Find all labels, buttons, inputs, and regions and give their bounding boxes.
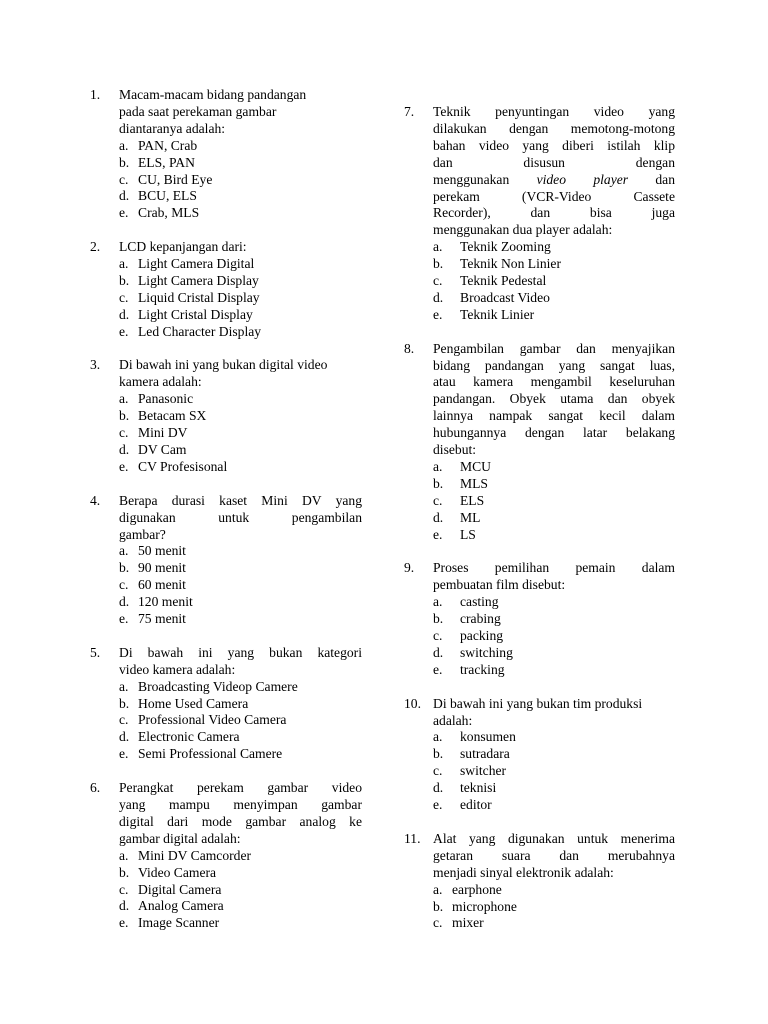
answer-option-c[interactable] bbox=[433, 628, 675, 645]
answer-option-b[interactable] bbox=[119, 560, 362, 577]
option-text: earphone bbox=[452, 881, 502, 897]
option-letter: e. bbox=[119, 205, 129, 221]
question-line: Pengambilan gambar dan menyajikan bbox=[433, 340, 675, 356]
right-column bbox=[404, 104, 675, 949]
option-letter: c. bbox=[433, 763, 443, 779]
question-line: diantaranya adalah: bbox=[119, 120, 226, 136]
option-text: 90 menit bbox=[138, 560, 186, 576]
option-letter: a. bbox=[119, 543, 129, 559]
answer-option-e[interactable] bbox=[119, 459, 362, 476]
option-letter: c. bbox=[119, 425, 129, 441]
option-text: DV Cam bbox=[138, 442, 187, 457]
answer-option-c[interactable] bbox=[119, 712, 362, 729]
answer-option-d[interactable] bbox=[433, 290, 675, 307]
question-1 bbox=[90, 87, 362, 222]
option-letter: d. bbox=[433, 780, 444, 796]
question-line: Di bawah ini yang bukan kategori bbox=[119, 644, 362, 660]
question-line: perekam (VCR-Video Cassete bbox=[433, 188, 675, 204]
answer-options bbox=[433, 882, 675, 933]
option-letter: c. bbox=[119, 171, 129, 187]
option-text: switching bbox=[460, 644, 513, 660]
answer-option-e[interactable] bbox=[433, 307, 675, 324]
answer-option-a[interactable] bbox=[119, 138, 362, 155]
option-letter: e. bbox=[119, 323, 129, 339]
answer-option-d[interactable] bbox=[119, 188, 362, 205]
option-text: Mini DV Camcorder bbox=[138, 847, 252, 863]
answer-options bbox=[119, 256, 362, 341]
question-line: disebut: bbox=[433, 442, 477, 458]
option-text: Digital Camera bbox=[138, 881, 222, 897]
option-text: sutradara bbox=[460, 746, 510, 762]
option-text: MCU bbox=[460, 459, 491, 475]
option-letter: a. bbox=[119, 256, 129, 272]
question-number: 10. bbox=[404, 695, 421, 711]
question-line: hubungannya dengan latar belakang bbox=[433, 425, 675, 441]
answer-options bbox=[433, 594, 675, 679]
answer-option-c[interactable] bbox=[119, 882, 362, 899]
option-text: Broadcast Video bbox=[460, 289, 550, 305]
question-line: menjadi sinyal elektronik adalah: bbox=[433, 864, 614, 880]
answer-option-c[interactable] bbox=[433, 493, 675, 510]
option-text: casting bbox=[460, 594, 499, 610]
question-number: 7. bbox=[404, 104, 415, 119]
option-text: Light Cristal Display bbox=[138, 306, 253, 322]
question-line: digunakan untuk pengambilan bbox=[119, 509, 362, 525]
option-text: Broadcasting Videop Camere bbox=[138, 678, 298, 694]
answer-option-c[interactable] bbox=[119, 577, 362, 594]
option-text: Image Scanner bbox=[138, 915, 220, 931]
option-text: ELS, PAN bbox=[138, 154, 195, 170]
answer-option-a[interactable] bbox=[119, 543, 362, 560]
question-line: Di bawah ini yang bukan tim produksi bbox=[433, 695, 643, 711]
question-5 bbox=[90, 645, 362, 763]
option-text: CV Profesisonal bbox=[138, 458, 228, 474]
answer-option-b[interactable] bbox=[433, 611, 675, 628]
option-letter: a. bbox=[433, 239, 443, 255]
option-text: Semi Professional Camere bbox=[138, 746, 283, 762]
answer-option-b[interactable] bbox=[433, 256, 675, 273]
option-letter: a. bbox=[433, 881, 443, 897]
option-letter: a. bbox=[119, 678, 129, 694]
option-letter: c. bbox=[119, 577, 129, 593]
option-letter: c. bbox=[119, 712, 129, 728]
option-letter: c. bbox=[433, 273, 443, 289]
answer-option-d[interactable] bbox=[433, 780, 675, 797]
question-line: dan disusun dengan bbox=[433, 154, 675, 170]
option-text: Video Camera bbox=[138, 864, 217, 880]
answer-option-e[interactable] bbox=[119, 205, 362, 222]
option-text: CU, Bird Eye bbox=[138, 171, 213, 187]
question-text bbox=[433, 341, 675, 459]
option-text: Teknik Pedestal bbox=[460, 273, 547, 289]
option-text: crabing bbox=[460, 611, 501, 627]
option-text: mixer bbox=[452, 915, 484, 931]
question-number: 3. bbox=[90, 357, 101, 373]
answer-option-e[interactable] bbox=[119, 611, 362, 628]
answer-option-b[interactable] bbox=[119, 865, 362, 882]
answer-option-b[interactable] bbox=[119, 273, 362, 290]
option-letter: a. bbox=[119, 137, 129, 153]
answer-option-e[interactable] bbox=[433, 662, 675, 679]
option-letter: e. bbox=[119, 915, 129, 931]
question-line: Berapa durasi kaset Mini DV yang bbox=[119, 492, 362, 508]
option-letter: d. bbox=[119, 594, 130, 610]
option-text: 120 menit bbox=[138, 594, 193, 610]
option-letter: a. bbox=[119, 847, 129, 863]
option-letter: b. bbox=[433, 746, 444, 762]
answer-option-d[interactable] bbox=[119, 594, 362, 611]
option-text: Analog Camera bbox=[138, 898, 224, 914]
option-letter: e. bbox=[433, 661, 443, 677]
answer-option-a[interactable] bbox=[119, 256, 362, 273]
option-letter: e. bbox=[433, 306, 443, 322]
option-text: Professional Video Camera bbox=[138, 712, 287, 728]
answer-option-c[interactable] bbox=[433, 915, 675, 932]
question-number: 1. bbox=[90, 87, 101, 102]
option-text: Electronic Camera bbox=[138, 729, 240, 745]
question-line: Alat yang digunakan untuk menerima bbox=[433, 830, 675, 846]
option-letter: b. bbox=[119, 864, 130, 880]
question-line: Recorder), dan bisa juga bbox=[433, 205, 675, 221]
answer-options bbox=[119, 679, 362, 764]
answer-option-a[interactable] bbox=[433, 459, 675, 476]
answer-option-b[interactable] bbox=[119, 408, 362, 425]
answer-option-c[interactable] bbox=[433, 763, 675, 780]
question-text bbox=[119, 239, 362, 256]
question-line: Di bawah ini yang bukan digital video bbox=[119, 357, 328, 373]
question-7 bbox=[404, 104, 675, 324]
answer-option-a[interactable] bbox=[433, 239, 675, 256]
option-text: Mini DV bbox=[138, 425, 188, 441]
option-text: MLS bbox=[460, 475, 488, 491]
question-line: adalah: bbox=[433, 712, 473, 728]
answer-options bbox=[119, 391, 362, 476]
option-text: ELS bbox=[460, 492, 485, 508]
question-number: 6. bbox=[90, 780, 101, 796]
question-line: kamera adalah: bbox=[119, 374, 202, 390]
option-letter: d. bbox=[119, 442, 130, 457]
answer-option-d[interactable] bbox=[433, 510, 675, 527]
question-line: yang mampu menyimpan gambar bbox=[119, 796, 362, 812]
question-9 bbox=[404, 560, 675, 678]
answer-option-a[interactable] bbox=[433, 882, 675, 899]
question-6 bbox=[90, 780, 362, 932]
option-letter: b. bbox=[433, 475, 444, 491]
option-text: Led Character Display bbox=[138, 323, 262, 339]
answer-option-b[interactable] bbox=[119, 696, 362, 713]
question-line: LCD kepanjangan dari: bbox=[119, 239, 247, 255]
left-column bbox=[90, 87, 362, 949]
answer-option-d[interactable] bbox=[433, 645, 675, 662]
option-text: tracking bbox=[460, 661, 505, 677]
answer-option-e[interactable] bbox=[433, 797, 675, 814]
option-letter: d. bbox=[433, 289, 444, 305]
question-line: atau kamera mengambil keseluruhan bbox=[433, 374, 675, 390]
question-text bbox=[119, 493, 362, 544]
option-letter: e. bbox=[433, 797, 443, 813]
answer-option-e[interactable] bbox=[119, 915, 362, 932]
option-letter: b. bbox=[119, 695, 130, 711]
option-text: PAN, Crab bbox=[138, 137, 198, 153]
option-letter: c. bbox=[433, 492, 443, 508]
option-letter: c. bbox=[433, 628, 443, 644]
option-letter: a. bbox=[433, 594, 443, 610]
question-text bbox=[119, 357, 362, 391]
answer-option-a[interactable] bbox=[119, 391, 362, 408]
option-letter: d. bbox=[433, 509, 444, 525]
question-line: menggunakan video player dan bbox=[433, 171, 675, 187]
option-letter: e. bbox=[119, 746, 129, 762]
answer-option-a[interactable] bbox=[433, 729, 675, 746]
option-text: BCU, ELS bbox=[138, 188, 197, 204]
option-letter: d. bbox=[119, 729, 130, 745]
option-text: konsumen bbox=[460, 729, 516, 745]
question-line: pada saat perekaman gambar bbox=[119, 103, 277, 119]
option-text: Panasonic bbox=[138, 391, 194, 407]
question-line: Perangkat perekam gambar video bbox=[119, 780, 362, 796]
option-letter: d. bbox=[119, 898, 130, 914]
option-text: teknisi bbox=[460, 780, 497, 796]
question-text bbox=[433, 831, 675, 882]
option-letter: c. bbox=[119, 881, 129, 897]
question-text bbox=[119, 87, 362, 138]
question-2 bbox=[90, 239, 362, 340]
question-3 bbox=[90, 357, 362, 475]
answer-option-d[interactable] bbox=[119, 307, 362, 324]
option-letter: d. bbox=[119, 306, 130, 322]
option-text: 50 menit bbox=[138, 543, 186, 559]
question-line: lainnya nampak sangat kecil dalam bbox=[433, 408, 675, 424]
option-text: switcher bbox=[460, 763, 507, 779]
answer-option-e[interactable] bbox=[433, 527, 675, 544]
answer-option-a[interactable] bbox=[433, 594, 675, 611]
option-text: ML bbox=[460, 509, 481, 525]
question-10 bbox=[404, 696, 675, 814]
answer-option-a[interactable] bbox=[119, 679, 362, 696]
answer-option-b[interactable] bbox=[433, 746, 675, 763]
option-letter: c. bbox=[433, 915, 443, 931]
question-line: pandangan. Obyek utama dan obyek bbox=[433, 391, 675, 407]
question-line: getaran suara dan merubahnya bbox=[433, 847, 675, 863]
option-letter: d. bbox=[119, 188, 130, 204]
answer-option-b[interactable] bbox=[433, 476, 675, 493]
option-letter: b. bbox=[119, 154, 130, 170]
question-line: pembuatan film disebut: bbox=[433, 577, 566, 593]
question-line: menggunakan dua player adalah: bbox=[433, 222, 613, 238]
question-text bbox=[433, 560, 675, 594]
option-letter: a. bbox=[433, 459, 443, 475]
option-text: Teknik Zooming bbox=[460, 239, 551, 255]
option-text: Teknik Non Linier bbox=[460, 256, 561, 272]
answer-option-b[interactable] bbox=[119, 155, 362, 172]
answer-option-e[interactable] bbox=[119, 324, 362, 341]
question-line: gambar? bbox=[119, 526, 166, 542]
option-text: editor bbox=[460, 797, 492, 813]
question-line: Teknik penyuntingan video yang bbox=[433, 104, 675, 119]
option-letter: b. bbox=[119, 560, 130, 576]
question-number: 4. bbox=[90, 492, 101, 508]
option-letter: a. bbox=[433, 729, 443, 745]
answer-options bbox=[119, 848, 362, 933]
question-text bbox=[433, 696, 675, 730]
answer-option-c[interactable] bbox=[119, 425, 362, 442]
question-line: bahan video yang diberi istilah klip bbox=[433, 137, 675, 153]
option-letter: b. bbox=[433, 611, 444, 627]
question-number: 11. bbox=[404, 830, 421, 846]
option-letter: d. bbox=[433, 644, 444, 660]
answer-option-b[interactable] bbox=[433, 899, 675, 916]
answer-options bbox=[119, 138, 362, 223]
option-text: Betacam SX bbox=[138, 408, 207, 424]
answer-option-c[interactable] bbox=[433, 273, 675, 290]
question-8 bbox=[404, 341, 675, 544]
question-line: digital dari mode gambar analog ke bbox=[119, 813, 362, 829]
option-letter: e. bbox=[119, 458, 129, 474]
option-letter: b. bbox=[433, 256, 444, 272]
answer-options bbox=[119, 543, 362, 628]
answer-option-d[interactable] bbox=[119, 442, 362, 459]
question-text bbox=[119, 645, 362, 679]
question-4 bbox=[90, 493, 362, 628]
option-text: LS bbox=[460, 526, 476, 542]
option-text: Liquid Cristal Display bbox=[138, 289, 260, 305]
question-line: Macam-macam bidang pandangan bbox=[119, 87, 307, 102]
question-line: video kamera adalah: bbox=[119, 661, 236, 677]
answer-option-d[interactable] bbox=[119, 729, 362, 746]
option-letter: e. bbox=[119, 611, 129, 627]
option-letter: b. bbox=[119, 272, 130, 288]
option-letter: c. bbox=[119, 289, 129, 305]
option-text: Light Camera Display bbox=[138, 272, 259, 288]
answer-options bbox=[433, 239, 675, 324]
question-line: Proses pemilihan pemain dalam bbox=[433, 560, 675, 576]
question-text bbox=[119, 780, 362, 848]
question-line: gambar digital adalah: bbox=[119, 830, 241, 846]
question-text bbox=[433, 104, 675, 239]
option-letter: b. bbox=[119, 408, 130, 424]
question-number: 8. bbox=[404, 340, 415, 356]
answer-option-d[interactable] bbox=[119, 898, 362, 915]
option-text: 75 menit bbox=[138, 611, 186, 627]
answer-option-c[interactable] bbox=[119, 172, 362, 189]
question-line: dilakukan dengan memotong-motong bbox=[433, 120, 675, 136]
option-text: Crab, MLS bbox=[138, 205, 200, 221]
option-text: 60 menit bbox=[138, 577, 186, 593]
option-letter: b. bbox=[433, 898, 444, 914]
question-number: 2. bbox=[90, 239, 101, 255]
answer-options bbox=[433, 459, 675, 544]
question-number: 9. bbox=[404, 560, 415, 576]
answer-option-c[interactable] bbox=[119, 290, 362, 307]
answer-option-a[interactable] bbox=[119, 848, 362, 865]
option-letter: e. bbox=[433, 526, 443, 542]
option-text: Teknik Linier bbox=[460, 306, 535, 322]
option-text: packing bbox=[460, 628, 504, 644]
question-number: 5. bbox=[90, 644, 101, 660]
option-letter: a. bbox=[119, 391, 129, 407]
question-line: bidang pandangan yang sangat luas, bbox=[433, 357, 675, 373]
answer-option-e[interactable] bbox=[119, 746, 362, 763]
option-text: Light Camera Digital bbox=[138, 256, 255, 272]
answer-options bbox=[433, 729, 675, 814]
option-text: Home Used Camera bbox=[138, 695, 249, 711]
question-11 bbox=[404, 831, 675, 932]
option-text: microphone bbox=[452, 898, 517, 914]
